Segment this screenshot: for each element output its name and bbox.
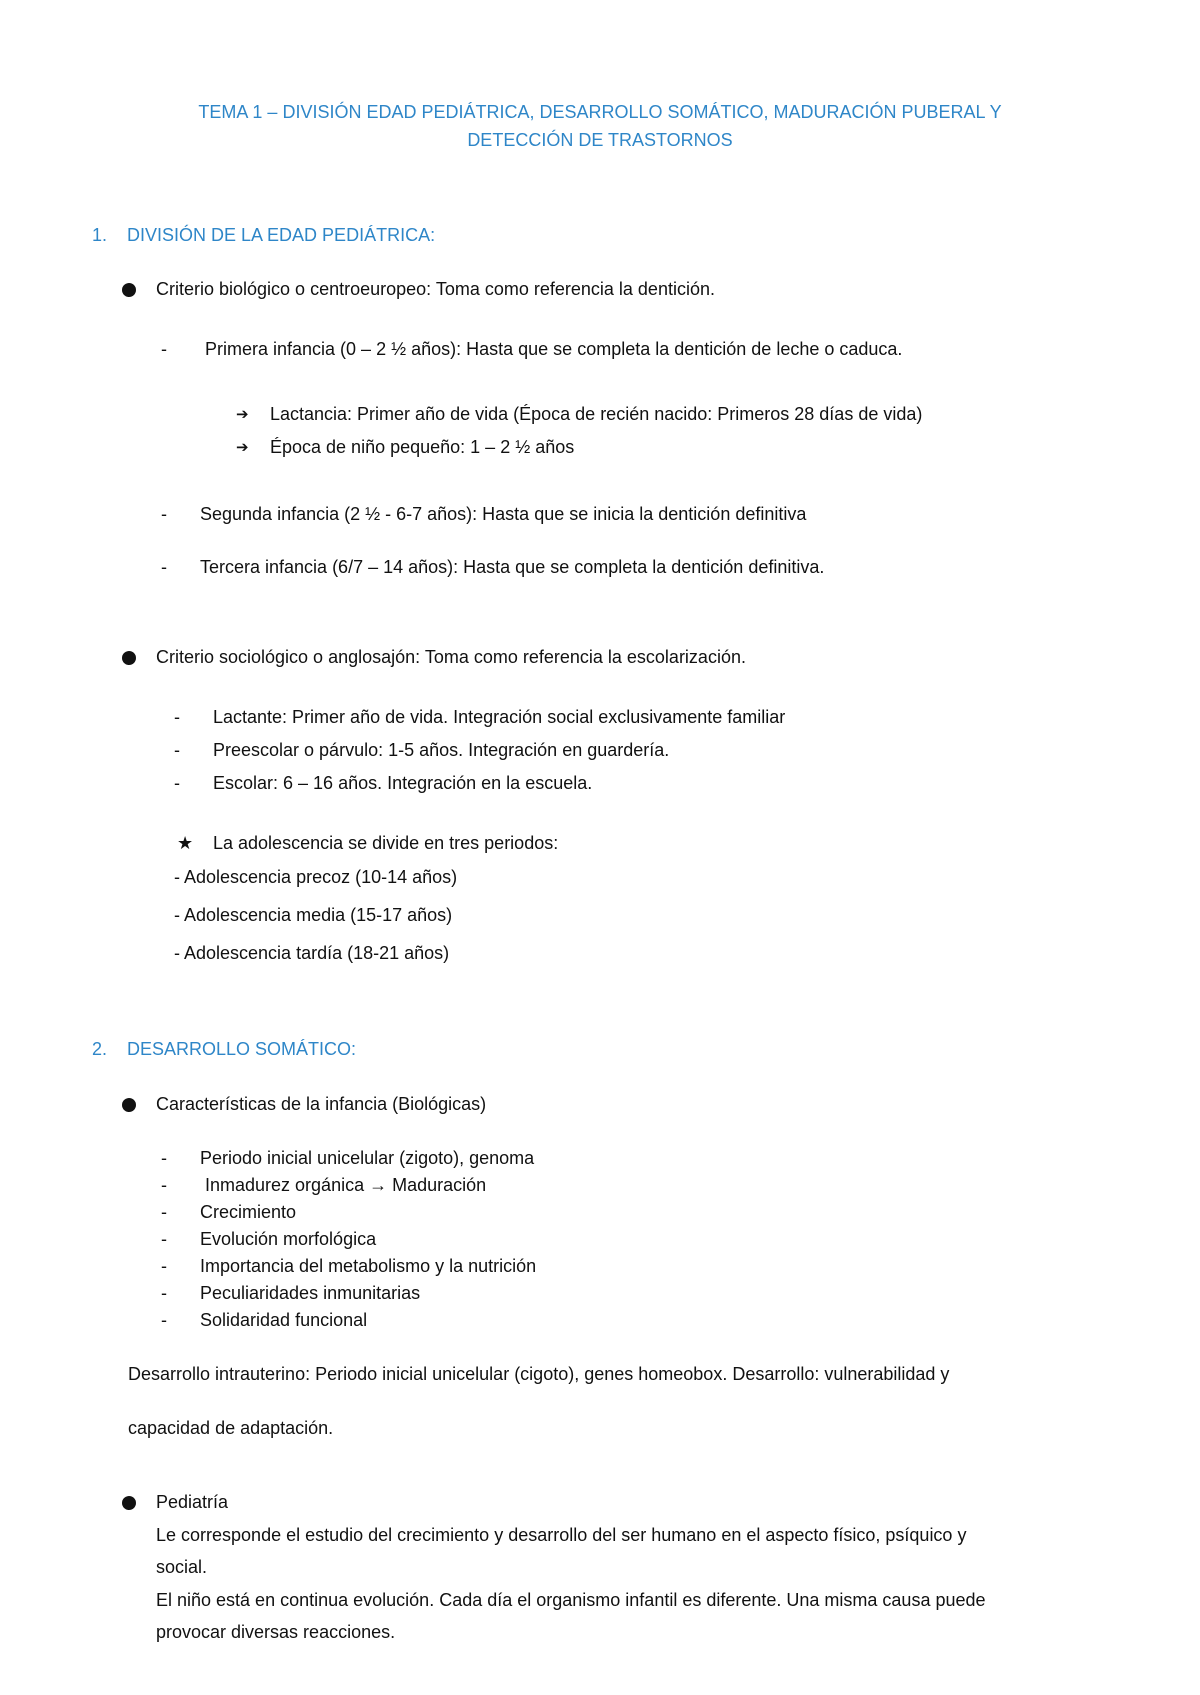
dash-icon: - (161, 1256, 167, 1276)
dash-icon: - (161, 1310, 167, 1330)
page-title-line1: TEMA 1 – DIVISIÓN EDAD PEDIÁTRICA, DESARROLLO SOMÁTICO, MADURACIÓN PUBERAL Y (198, 102, 1002, 122)
pediatria-heading: Pediatría (156, 1492, 229, 1512)
page-title-line2: DETECCIÓN DE TRASTORNOS (467, 130, 733, 150)
dash-icon: - (161, 1229, 167, 1249)
dash-icon: - (161, 557, 167, 577)
dash-icon: - (161, 339, 167, 359)
section-1-number: 1. (92, 225, 108, 245)
pediatria-paragraph-2b: provocar diversas reacciones. (156, 1622, 396, 1642)
caracteristica-item: Crecimiento (200, 1202, 297, 1222)
caracteristica-item: Evolución morfológica (200, 1229, 377, 1249)
bullet-icon (122, 1098, 136, 1112)
star-icon: ★ (177, 833, 194, 853)
caracteristica-item: Periodo inicial unicelular (zigoto), genoma (200, 1148, 535, 1168)
dash-icon: - (174, 740, 180, 760)
criterio-sociologico-heading: Criterio sociológico o anglosajón: Toma como referencia la escolarización. (156, 647, 746, 667)
adolescencia-periodo: - Adolescencia tardía (18-21 años) (174, 943, 450, 963)
segunda-infancia: Segunda infancia (2 ½ - 6-7 años): Hasta que se inicia la dentición definitiva (200, 504, 807, 524)
section-1-heading: DIVISIÓN DE LA EDAD PEDIÁTRICA: (127, 225, 436, 245)
intrauterino-line1: Desarrollo intrauterino: Periodo inicial unicelular (cigoto), genes homeobox. Desarrollo: vulnerabilidad y (128, 1364, 950, 1384)
arrow-icon: ➔ (236, 439, 249, 456)
primera-infancia: Primera infancia (0 – 2 ½ años): Hasta que se completa la dentición de leche o caduca. (205, 339, 903, 359)
adolescencia-periodo: - Adolescencia media (15-17 años) (174, 905, 453, 925)
sociologico-item: Preescolar o párvulo: 1-5 años. Integración en guardería. (213, 740, 670, 760)
bullet-icon (122, 651, 136, 665)
pediatria-paragraph-1b: social. (156, 1557, 208, 1577)
caracteristicas-heading: Características de la infancia (Biológicas) (156, 1094, 487, 1114)
caracteristica-item: Importancia del metabolismo y la nutrición (200, 1256, 537, 1276)
caracteristica-item: Peculiaridades inmunitarias (200, 1283, 421, 1303)
dash-icon: - (161, 1175, 167, 1195)
bullet-icon (122, 283, 136, 297)
caracteristica-item: Solidaridad funcional (200, 1310, 368, 1330)
pediatria-paragraph-2a: El niño está en continua evolución. Cada día el organismo infantil es diferente. Una misma causa puede (156, 1590, 986, 1610)
bullet-icon (122, 1496, 136, 1510)
section-2-heading: DESARROLLO SOMÁTICO: (127, 1039, 357, 1059)
dash-icon: - (174, 773, 180, 793)
dash-icon: - (161, 1283, 167, 1303)
criterio-biologico-heading: Criterio biológico o centroeuropeo: Toma como referencia la dentición. (156, 279, 715, 299)
dash-icon: - (161, 1148, 167, 1168)
intrauterino-line2: capacidad de adaptación. (128, 1418, 334, 1438)
dash-icon: - (174, 707, 180, 727)
caracteristica-item: Inmadurez orgánica → Maduración (205, 1175, 487, 1195)
pediatria-paragraph-1a: Le corresponde el estudio del crecimiento y desarrollo del ser humano en el aspecto físico, psíquico y (156, 1525, 967, 1545)
lactancia-item: Lactancia: Primer año de vida (Época de recién nacido: Primeros 28 días de vida) (270, 404, 923, 424)
section-2-number: 2. (92, 1039, 108, 1059)
sociologico-item: Escolar: 6 – 16 años. Integración en la escuela. (213, 773, 593, 793)
tercera-infancia: Tercera infancia (6/7 – 14 años): Hasta que se completa la dentición definitiva. (200, 557, 825, 577)
nino-pequeno-item: Época de niño pequeño: 1 – 2 ½ años (270, 437, 575, 457)
arrow-icon: ➔ (236, 406, 249, 423)
dash-icon: - (161, 504, 167, 524)
adolescencia-periodo: - Adolescencia precoz (10-14 años) (174, 867, 458, 887)
dash-icon: - (161, 1202, 167, 1222)
sociologico-item: Lactante: Primer año de vida. Integración social exclusivamente familiar (213, 707, 786, 727)
adolescencia-heading: La adolescencia se divide en tres periodos: (213, 833, 559, 853)
